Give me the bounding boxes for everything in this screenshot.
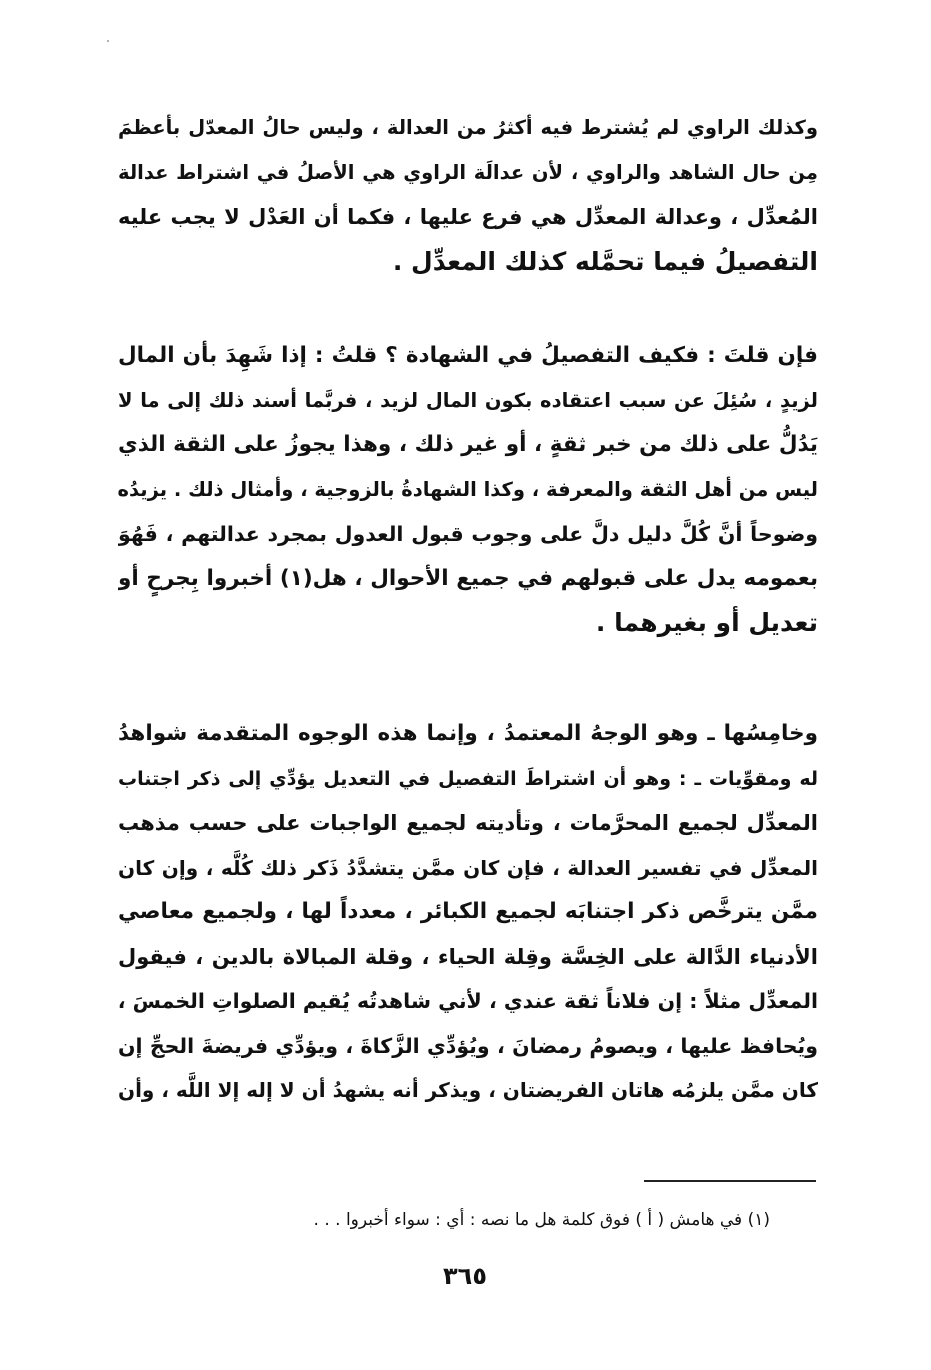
text-line: لزيدٍ ، سُئِلَ عن سبب اعتقاده بكون المال لزيد ، فربَّما أسند ذلك إلى ما لا	[118, 388, 818, 412]
scan-speck	[107, 40, 109, 42]
text-line: وكذلك الراوي لم يُشترط فيه أكثرُ من العدالة ، وليس حالُ المعدّل بأعظمَ	[118, 116, 818, 139]
text-line: كان ممَّن يلزمُه هاتان الفريضتان ، ويذكر أنه يشهدُ أن لا إله إلا اللَّه ، وأن	[118, 1078, 818, 1102]
paragraph-1	[118, 106, 818, 284]
text-line: المُعدِّل ، وعدالة المعدِّل هي فرع عليها ، فكما أن العَدْل لا يجب عليه	[118, 205, 818, 229]
text-line: الأدنياء الدَّالة على الخِسَّة وقِلة الحياء ، وقلة المبالاة بالدين ، فيقول	[118, 944, 818, 969]
footnote-divider	[644, 1180, 816, 1182]
text-line: وضوحاً أنَّ كُلَّ دليل دلَّ على وجوب قبول العدول بمجرد عدالتهم ، فَهُوَ	[118, 522, 818, 546]
text-line: المعدِّل مثلاً : إن فلاناً ثقة عندي ، لأني شاهدتُه يُقيم الصلواتِ الخمسَ ،	[118, 989, 818, 1013]
text-line: له ومقوِّيات ـ : وهو أن اشتراطَ التفصيل في التعديل يؤدِّي إلى ذكر اجتناب	[118, 767, 818, 790]
text-line: مِن حال الشاهد والراوي ، لأن عدالَة الراوي هي الأصلُ في اشتراط عدالة	[118, 160, 818, 184]
text-line: التفصيلُ فيما تحمَّله كذلك المعدِّل .	[392, 246, 818, 276]
text-line: فإن قلتَ : فكيف التفصيلُ في الشهادة ؟ قلتُ : إذا شَهِدَ بأن المال	[118, 343, 818, 368]
footnote: (١) في هامش ( أ ) فوق كلمة هل ما نصه : أي : سواء أخبروا . . .	[313, 1210, 770, 1230]
paragraph-3	[118, 712, 818, 1113]
text-line: يَدُلُّ على ذلك من خبر ثقةٍ ، أو غير ذلك ، وهذا يجوزُ على الثقة الذي	[118, 432, 818, 457]
text-line: ممَّن يترخَّص ذكر اجتنابَه لجميع الكبائر ، معدداً لها ، ولجميع معاصي	[118, 899, 818, 924]
text-line: بعمومه يدل على قبولهم في جميع الأحوال ، هل(١) أخبروا بِجرحٍ أو	[118, 565, 818, 591]
text-line: المعدِّل في تفسير العدالة ، فإن كان ممَّن يتشدَّدُ ذَكر ذلك كُلَّه ، وإن كان	[118, 855, 818, 880]
text-line: ويُحافظ عليها ، ويصومُ رمضانَ ، ويُؤدِّي الزَّكاةَ ، ويؤدِّي فريضةَ الحجِّ إن	[118, 1033, 818, 1058]
text-line: تعديل أو بغيرهما .	[595, 608, 818, 637]
paragraph-2	[118, 334, 818, 646]
text-line: المعدِّل لجميع المحرَّمات ، وتأديته لجميع الواجبات على حسب مذهب	[118, 811, 818, 835]
text-line: وخامِسُها ـ وهو الوجهُ المعتمدُ ، وإنما هذه الوجوه المتقدمة شواهدُ	[118, 721, 818, 746]
page-number: ٣٦٥	[443, 1262, 487, 1290]
text-line: ليس من أهل الثقة والمعرفة ، وكذا الشهادةُ بالزوجية ، وأمثال ذلك . يزيدُه	[118, 477, 818, 501]
